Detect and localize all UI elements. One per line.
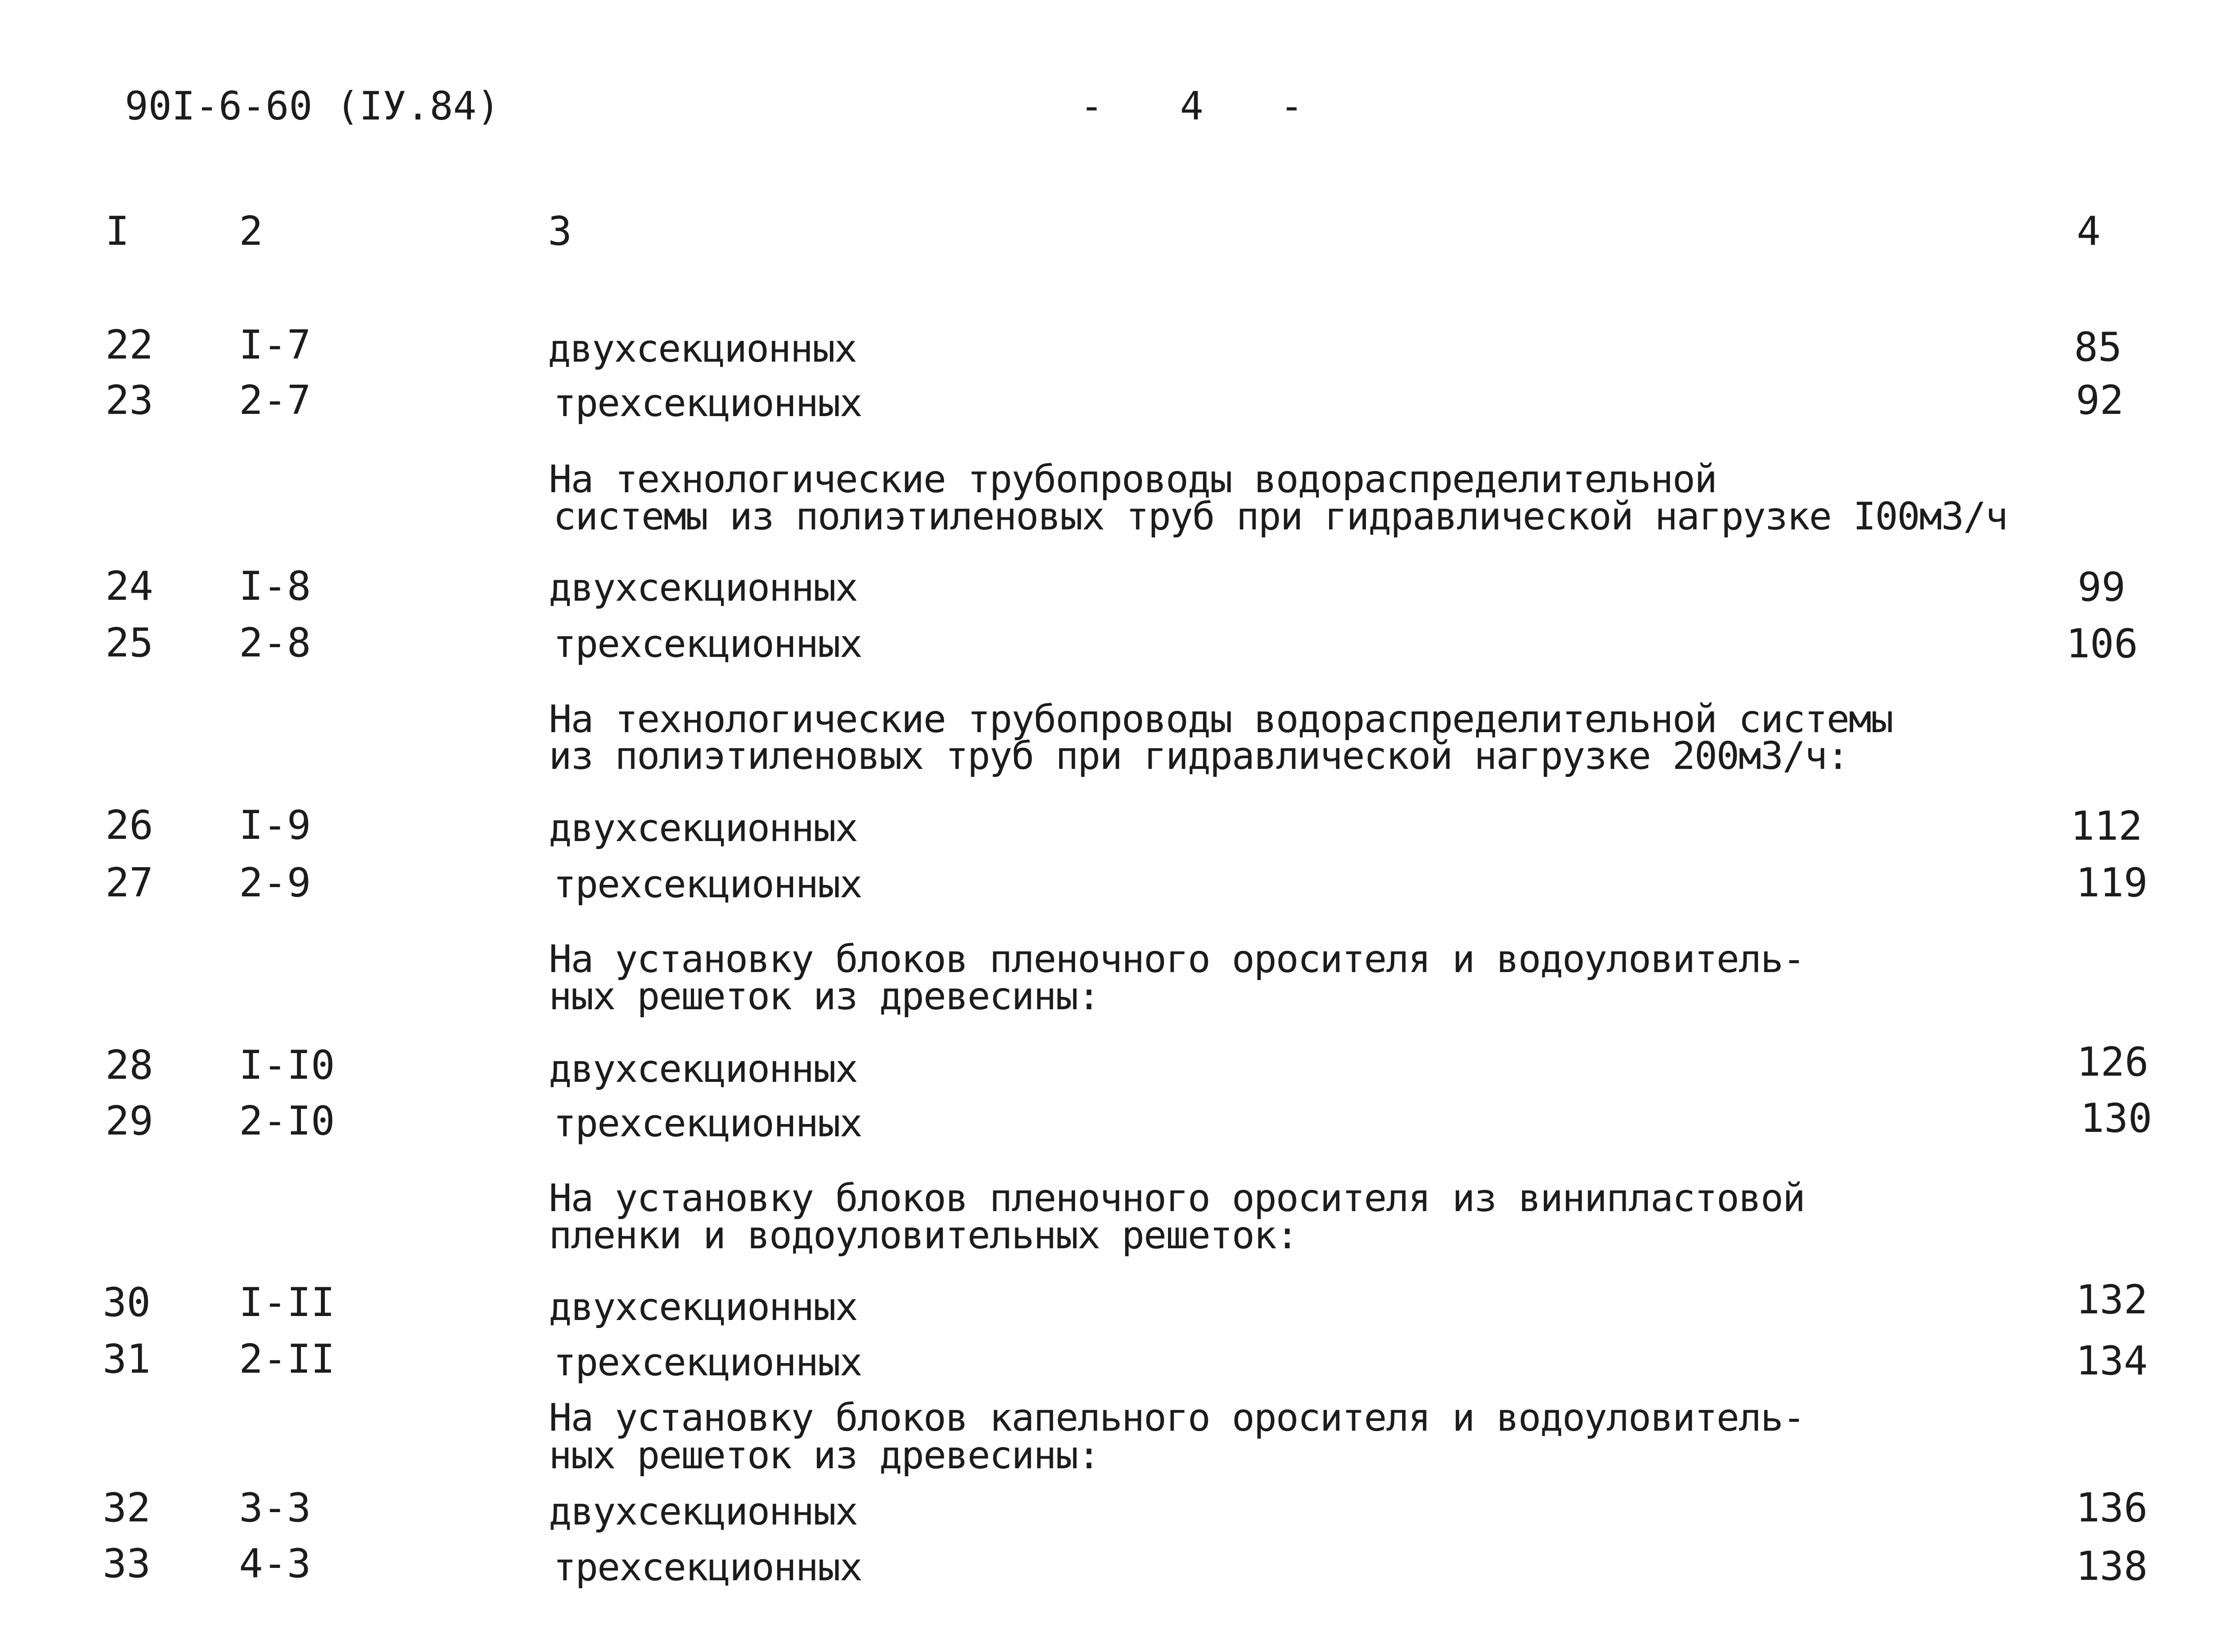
section-heading-line: На технологические трубопроводы водораспределительной <box>549 457 1717 502</box>
row-number: 33 <box>103 1540 151 1587</box>
row-page: 134 <box>2076 1338 2148 1384</box>
row-name: трехсекционных <box>553 622 862 666</box>
row-name: двухсекционных <box>549 1047 857 1091</box>
column-header-3: 3 <box>548 208 572 255</box>
row-page: 92 <box>2076 377 2124 424</box>
row-page: 112 <box>2070 803 2143 849</box>
row-code: 2-8 <box>239 620 311 666</box>
row-number: 25 <box>105 620 154 666</box>
section-heading-line: системы из полиэтиленовых труб при гидравлической нагрузке I00м3/ч <box>553 494 2008 539</box>
row-name: трехсекционных <box>553 862 862 907</box>
section-heading-line: На установку блоков пленочного оросителя из винипластовой <box>549 1176 1805 1220</box>
row-code: 2-9 <box>239 860 311 906</box>
row-name: двухсекционных <box>549 1490 857 1534</box>
row-code: 2-I0 <box>239 1098 335 1144</box>
column-header-2: 2 <box>239 208 263 255</box>
row-number: 29 <box>105 1098 154 1144</box>
section-heading-line: ных решеток из древесины: <box>549 1433 1100 1478</box>
row-page: 99 <box>2078 564 2126 610</box>
row-page: 126 <box>2077 1039 2149 1085</box>
section-heading-line: из полиэтиленовых труб при гидравлической нагрузке 200м3/ч: <box>549 734 1849 778</box>
row-page: 136 <box>2076 1485 2148 1531</box>
row-number: 30 <box>103 1279 151 1326</box>
section-heading-line: ных решеток из древесины: <box>549 974 1100 1019</box>
row-name: двухсекционных <box>549 566 857 610</box>
row-name: трехсекционных <box>553 1101 862 1146</box>
row-number: 23 <box>105 377 154 424</box>
row-code: 2-7 <box>239 377 311 424</box>
column-header-1: I <box>105 208 130 255</box>
column-header-4: 4 <box>2077 208 2101 255</box>
row-code: I-9 <box>239 802 311 849</box>
row-name: двухсекционных <box>549 1285 857 1329</box>
row-page: 138 <box>2076 1543 2148 1590</box>
row-code: 4-3 <box>239 1540 311 1587</box>
row-number: 31 <box>103 1336 151 1382</box>
row-code: 3-3 <box>239 1485 311 1531</box>
row-number: 28 <box>105 1042 154 1088</box>
section-heading-line: На установку блоков пленочного оросителя и водоуловитель- <box>549 937 1805 981</box>
row-number: 27 <box>105 860 154 906</box>
row-name: двухсекционных <box>549 806 857 850</box>
document-code: 90I-6-60 (IУ.84) <box>125 83 500 129</box>
row-code: I-8 <box>239 563 311 610</box>
row-code: I-7 <box>239 322 311 368</box>
row-page: 85 <box>2074 324 2122 371</box>
row-page: 132 <box>2076 1277 2148 1323</box>
page-number: - 4 - <box>1080 83 1303 129</box>
row-name: трехсекционных <box>553 381 862 425</box>
row-number: 24 <box>105 563 154 610</box>
row-number: 32 <box>103 1485 151 1531</box>
row-number: 26 <box>105 802 154 849</box>
row-page: 106 <box>2066 621 2138 667</box>
row-code: 2-II <box>239 1336 335 1382</box>
row-number: 22 <box>105 322 154 368</box>
row-page: 119 <box>2076 860 2148 906</box>
section-heading-line: пленки и водоуловительных решеток: <box>549 1213 1298 1258</box>
section-heading-line: На технологические трубопроводы водораспределительной системы <box>549 697 1893 741</box>
row-name: трехсекционных <box>553 1340 862 1385</box>
row-code: I-II <box>239 1279 335 1326</box>
section-heading-line: На установку блоков капельного оросителя и водоуловитель- <box>549 1396 1805 1440</box>
row-name: двухсекционных <box>548 327 856 371</box>
row-name: трехсекционных <box>553 1545 862 1590</box>
row-code: I-I0 <box>239 1042 335 1088</box>
row-page: 130 <box>2080 1095 2152 1142</box>
